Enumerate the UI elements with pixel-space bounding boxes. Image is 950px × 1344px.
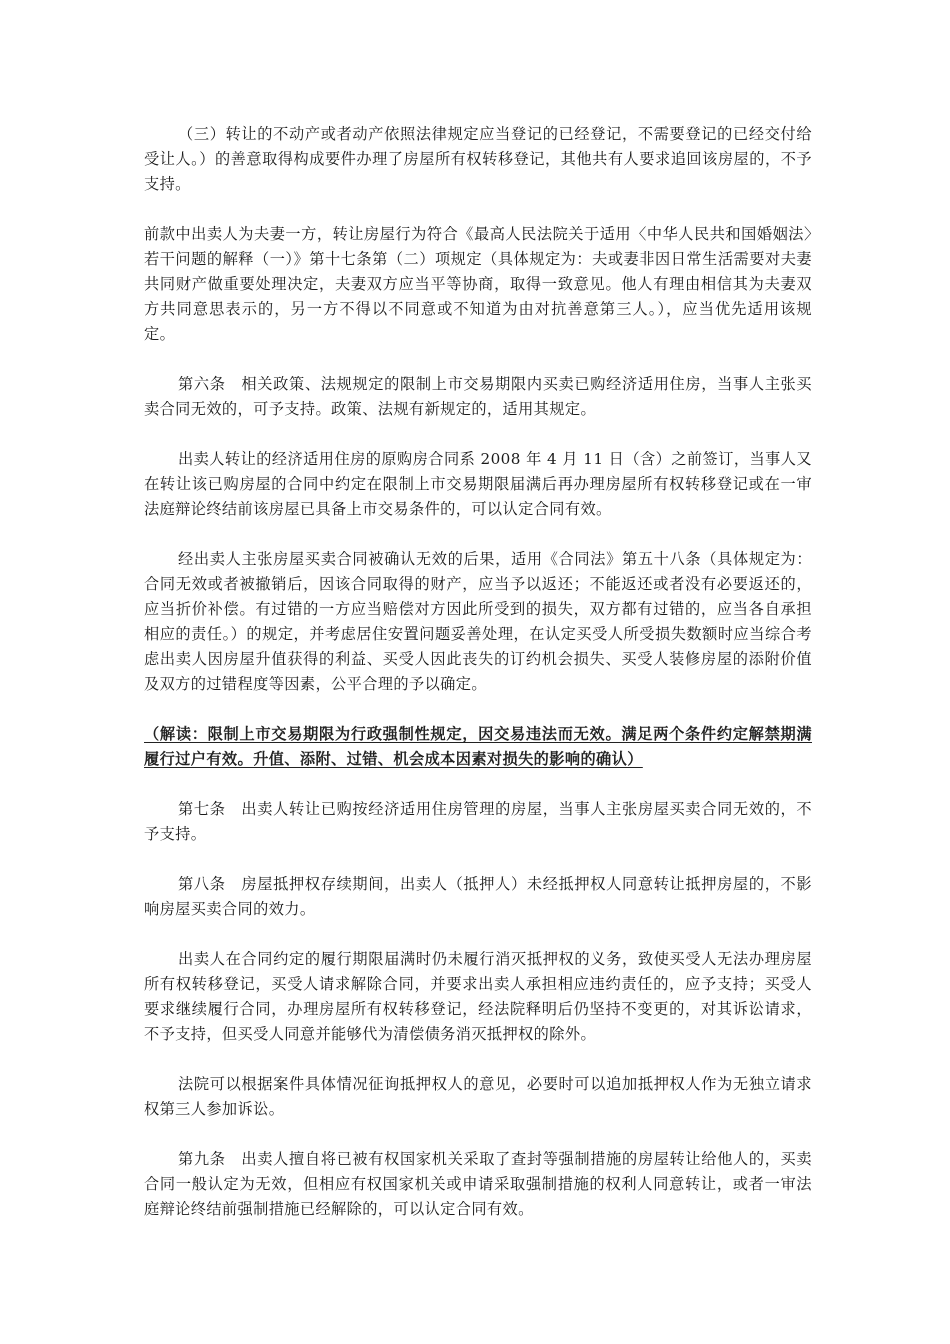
paragraph-gap <box>144 1122 812 1147</box>
paragraph-gap <box>144 922 812 947</box>
paragraph-article-8-mortgage-obligation: 出卖人在合同约定的履行期限届满时仍未履行消灭抵押权的义务，致使买受人无法办理房屋所有权转移登记，买受人请求解除合同，并要求出卖人承担相应违约责任的，应予支持；买受人要求继续履行合同，办理房屋所有权转移登记，经法院释明后仍坚持不变更的，对其诉讼请求，不予支持，但买受人同意并能够代为清偿债务消灭抵押权的除外。 <box>144 950 812 1043</box>
paragraph-gap <box>144 347 812 372</box>
paragraph-good-faith-acquisition: （三）转让的不动产或者动产依照法律规定应当登记的已经登记，不需要登记的已经交付给受让人。）的善意取得构成要件办理了房屋所有权转移登记，其他共有人要求追回该房屋的，不予支持。 <box>144 125 812 193</box>
paragraph-gap <box>144 772 812 797</box>
paragraph-gap <box>144 1047 812 1072</box>
paragraph-article-9: 第九条 出卖人擅自将已被有权国家机关采取了查封等强制措施的房屋转让给他人的，买卖合同一般认定为无效，但相应有权国家机关或申请采取强制措施的权利人同意转让，或者一审法庭辩论终结前强制措施已经解除的，可以认定合同有效。 <box>144 1150 812 1218</box>
paragraph-spouse-transfer: 前款中出卖人为夫妻一方，转让房屋行为符合《最高人民法院关于适用〈中华人民共和国婚姻法〉若干问题的解释（一）》第十七条第（二）项规定（具体规定为：夫或妻非因日常生活需要对夫妻共同财产做重要处理决定，夫妻双方应当平等协商，取得一致意见。他人有理由相信其为夫妻双方共同意思表示的，另一方不得以不同意或不知道为由对抗善意第三人。），应当优先适用该规定。 <box>144 225 812 343</box>
paragraph-gap <box>144 197 812 222</box>
interpretation-note: （解读：限制上市交易期限为行政强制性规定，因交易违法而无效。满足两个条件约定解禁期满履行过户有效。升值、添附、过错、机会成本因素对损失的影响的确认） <box>144 725 812 768</box>
paragraph-gap <box>144 522 812 547</box>
paragraph-gap <box>144 847 812 872</box>
paragraph-gap <box>144 697 812 722</box>
paragraph-article-6-contract-date: 出卖人转让的经济适用住房的原购房合同系 2008 年 4 月 11 日（含）之前签订，当事人又在转让该已购房屋的合同中约定在限制上市交易期限届满后再办理房屋所有权转移登记或在一审法庭辩论终结前该房屋已具备上市交易条件的，可以认定合同有效。 <box>144 450 812 518</box>
paragraph-article-6-invalid-consequence: 经出卖人主张房屋买卖合同被确认无效的后果，适用《合同法》第五十八条（具体规定为：合同无效或者被撤销后，因该合同取得的财产，应当予以返还；不能返还或者没有必要返还的，应当折价补偿。有过错的一方应当赔偿对方因此所受到的损失，双方都有过错的，应当各自承担相应的责任。）的规定，并考虑居住安置问题妥善处理，在认定买受人所受损失数额时应当综合考虑出卖人因房屋升值获得的利益、买受人因此丧失的订约机会损失、买受人装修房屋的添附价值及双方的过错程度等因素，公平合理的予以确定。 <box>144 550 812 693</box>
paragraph-article-8-court-consultation: 法院可以根据案件具体情况征询抵押权人的意见，必要时可以追加抵押权人作为无独立请求权第三人参加诉讼。 <box>144 1075 812 1118</box>
paragraph-article-7: 第七条 出卖人转让已购按经济适用住房管理的房屋，当事人主张房屋买卖合同无效的，不予支持。 <box>144 800 812 843</box>
document-page <box>144 122 812 1222</box>
paragraph-article-6: 第六条 相关政策、法规规定的限制上市交易期限内买卖已购经济适用住房，当事人主张买卖合同无效的，可予支持。政策、法规有新规定的，适用其规定。 <box>144 375 812 418</box>
paragraph-article-8: 第八条 房屋抵押权存续期间，出卖人（抵押人）未经抵押权人同意转让抵押房屋的，不影响房屋买卖合同的效力。 <box>144 875 812 918</box>
paragraph-gap <box>144 422 812 447</box>
